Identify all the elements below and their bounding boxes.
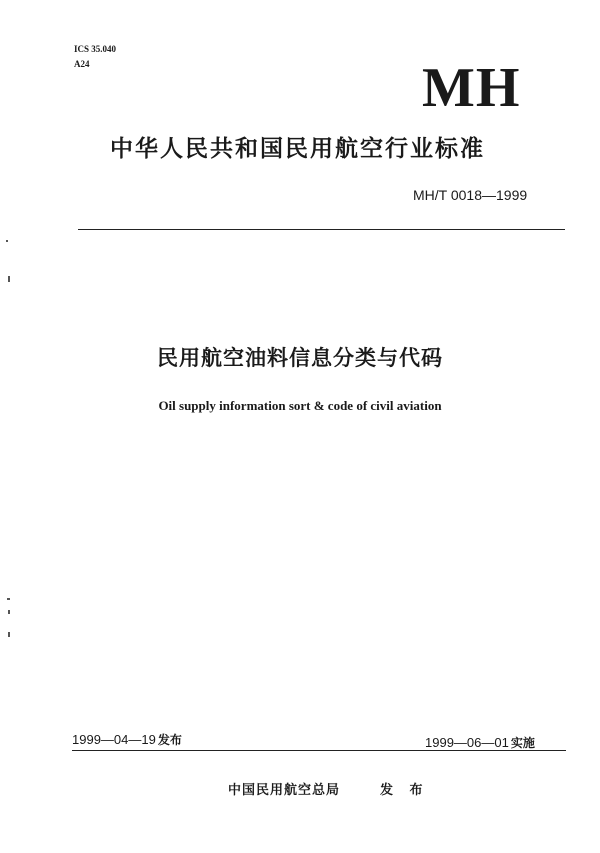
implement-label: 实施 [510,736,535,750]
classification-code: A24 [74,59,90,69]
scan-speck [7,598,10,600]
standard-type-heading: 中华人民共和国民用航空行业标准 [110,136,485,162]
issue-date-line [72,731,182,748]
scan-speck [6,240,8,242]
document-title-english: Oil supply information sort & code of civil aviation [158,398,442,413]
mh-logo: MH [422,57,521,119]
ics-code: ICS 35.040 [74,44,117,54]
issue-date: 1999—04—19 [72,732,156,747]
date-divider-right [300,750,566,751]
standard-code: MH/T 0018—1999 [413,187,528,203]
publish-label: 发 布 [380,783,429,798]
scan-speck [8,610,10,614]
date-divider-left [72,750,300,751]
header-divider [78,229,565,230]
issue-label: 发布 [157,733,182,747]
implement-date: 1999—06—01 [425,735,509,750]
publisher-name: 中国民用航空总局 [228,783,341,798]
scan-speck [8,632,10,637]
implement-date-line [425,734,535,751]
scan-speck [8,276,10,282]
document-title-chinese: 民用航空油料信息分类与代码 [157,346,443,370]
